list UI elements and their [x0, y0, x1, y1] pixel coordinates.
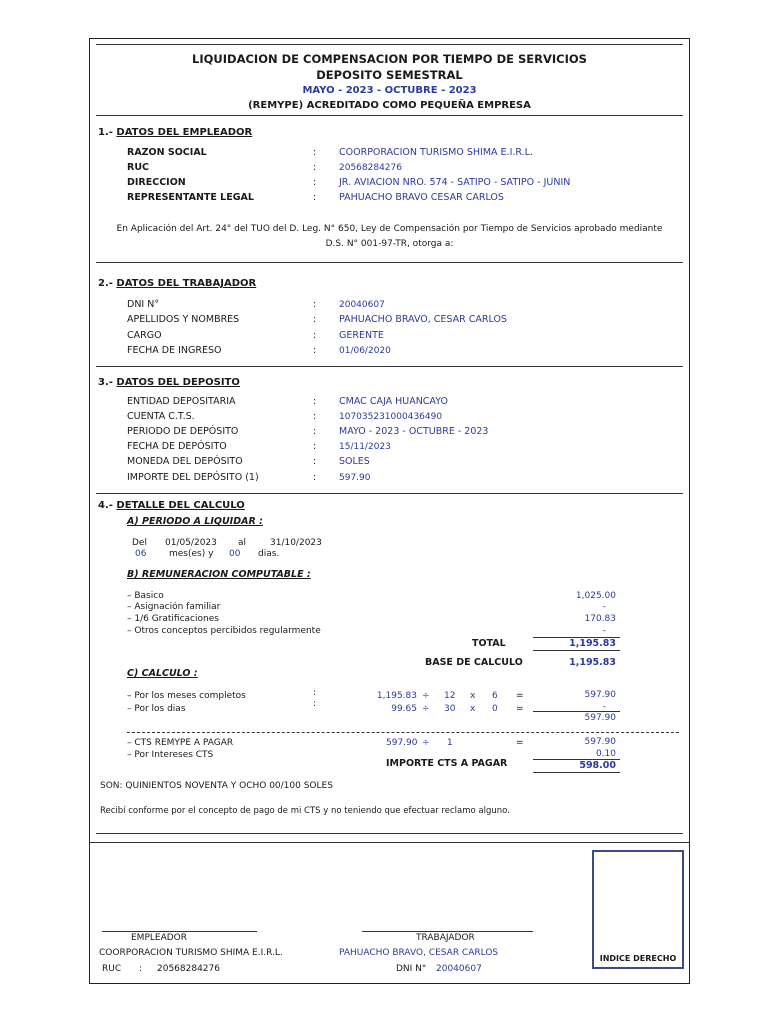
worker-dni-value: 20040607	[436, 964, 482, 974]
receipt-text: Recibí conforme por el concepto de pago de mi CTS y no teniendo que efectuar reclamo alguno.	[100, 806, 510, 816]
calc-row-label: – Por los meses completos	[127, 691, 246, 701]
calc-row-label: – Por los dias	[127, 704, 186, 714]
employer-signature-label: EMPLEADOR	[131, 933, 188, 943]
document-period: MAYO - 2023 - OCTUBRE - 2023	[302, 85, 477, 96]
remuneration-item-value: 170.83	[584, 614, 616, 624]
section-deposit-heading	[98, 377, 240, 389]
field-colon: :	[313, 699, 317, 709]
deposit-field-label: MONEDA DEL DEPÓSITO	[127, 456, 243, 467]
period-date-from: 01/05/2023	[165, 538, 217, 548]
deposit-field-value: SOLES	[339, 456, 370, 467]
cts-label: – CTS REMYPE A PAGAR	[127, 738, 234, 748]
employer-field-label: RUC	[127, 162, 150, 173]
worker-dni-label: DNI N°	[396, 964, 427, 974]
calc-row-mul: x	[470, 691, 476, 701]
interest-value: 0.10	[595, 749, 616, 759]
deposit-field-value: 15/11/2023	[339, 442, 391, 452]
signature-area-rule	[89, 842, 690, 843]
field-colon: :	[313, 396, 317, 407]
calc-row-base: 99.65	[391, 704, 417, 714]
field-colon: :	[313, 688, 317, 698]
total-value: 1,195.83	[569, 638, 616, 649]
employer-field-label: REPRESENTANTE LEGAL	[127, 192, 254, 203]
calc-row-div: ÷	[422, 691, 430, 701]
cts-div: ÷	[422, 738, 430, 748]
period-months-label: mes(es) y	[169, 549, 214, 559]
field-colon: :	[313, 426, 317, 437]
employer-field-value: COORPORACION TURISMO SHIMA E.I.R.L.	[339, 147, 533, 158]
calc-row-divisor: 12	[444, 691, 456, 701]
period-days-label: dias.	[258, 549, 280, 559]
section-number: 3.-	[98, 377, 113, 388]
field-colon: :	[313, 345, 317, 356]
cts-value: 597.90	[584, 737, 616, 747]
cts-base: 597.90	[386, 738, 418, 748]
remuneration-item-label: – 1/6 Gratificaciones	[127, 614, 219, 624]
period-date-to: 31/10/2023	[270, 538, 322, 548]
section-number: 4.-	[98, 500, 113, 511]
document-title: LIQUIDACION DE COMPENSACION POR TIEMPO DE SERVICIOS	[192, 52, 587, 66]
calc-row-factor: 0	[492, 704, 498, 714]
field-colon: :	[313, 411, 317, 422]
field-colon: :	[313, 192, 317, 203]
remuneration-item-value: -	[602, 602, 606, 612]
field-colon: :	[313, 472, 317, 483]
deposit-field-label: IMPORTE DEL DEPÓSITO (1)	[127, 472, 259, 483]
employer-field-label: DIRECCION	[127, 177, 186, 188]
section-number: 2.-	[98, 278, 113, 289]
worker-field-value: 01/06/2020	[339, 346, 391, 356]
period-days: 00	[229, 549, 241, 559]
cts-divisor: 1	[447, 738, 453, 748]
field-colon: :	[313, 330, 317, 341]
calc-row-mul: x	[470, 704, 476, 714]
deposit-field-value: MAYO - 2023 - OCTUBRE - 2023	[339, 426, 489, 437]
calc-row-divisor: 30	[444, 704, 456, 714]
employer-field-label: RAZON SOCIAL	[127, 147, 207, 158]
subsection-period-title: A) PERIODO A LIQUIDAR :	[127, 516, 263, 527]
remuneration-item-label: – Otros conceptos percibidos regularmente	[127, 626, 321, 636]
calc-subtotal: 597.90	[584, 713, 616, 723]
header-top-rule	[96, 44, 683, 45]
remuneration-item-label: – Basico	[127, 591, 164, 601]
employer-field-value: 20568284276	[339, 163, 402, 173]
deposit-field-value: CMAC CAJA HUANCAYO	[339, 396, 448, 407]
section-worker-heading	[98, 278, 256, 290]
employer-ruc-label: RUC	[102, 964, 122, 974]
calc-row-base: 1,195.83	[376, 691, 417, 701]
worker-field-label: FECHA DE INGRESO	[127, 345, 222, 356]
remuneration-item-value: -	[602, 626, 606, 636]
cts-eq: =	[516, 738, 524, 748]
worker-field-value: GERENTE	[339, 330, 384, 341]
son-amount-text: SON: QUINIENTOS NOVENTA Y OCHO 00/100 SOLES	[100, 781, 333, 791]
employer-signature-name: COORPORACION TURISMO SHIMA E.I.R.L.	[99, 948, 283, 958]
field-colon: :	[313, 162, 317, 173]
field-colon: :	[313, 314, 317, 325]
deposit-field-label: FECHA DE DEPÓSITO	[127, 441, 227, 452]
deposit-field-label: CUENTA C.T.S.	[127, 411, 195, 422]
period-months: 06	[135, 549, 147, 559]
worker-field-label: CARGO	[127, 330, 162, 341]
employer-ruc-value: 20568284276	[157, 964, 220, 974]
import-value: 598.00	[579, 760, 616, 771]
header-bottom-rule	[96, 115, 683, 116]
calc-row-result: 597.90	[584, 690, 616, 700]
calc-row-eq: =	[516, 691, 524, 701]
section-rule	[96, 493, 683, 494]
section-calc-heading	[98, 500, 245, 512]
employer-field-value: PAHUACHO BRAVO CESAR CARLOS	[339, 192, 504, 203]
section-rule	[96, 262, 683, 263]
subsection-calc-title: C) CALCULO :	[127, 668, 198, 679]
base-value: 1,195.83	[569, 657, 616, 668]
deposit-field-value: 107035231000436490	[339, 412, 443, 422]
section-rule	[96, 366, 683, 367]
section-title: DATOS DEL EMPLEADOR	[116, 127, 253, 138]
subsection-remuneration-title: B) REMUNERACION COMPUTABLE :	[127, 569, 311, 580]
section-title: DATOS DEL DEPOSITO	[116, 377, 240, 388]
worker-field-value: PAHUACHO BRAVO, CESAR CARLOS	[339, 314, 507, 325]
legal-text-line1: En Aplicación del Art. 24° del TUO del D. Leg. N° 650, Ley de Compensación por Tiempo de Servicios aprobado mediante	[116, 224, 663, 234]
field-colon: :	[313, 299, 317, 310]
employer-field-value: JR. AVIACION NRO. 574 - SATIPO - SATIPO - JUNIN	[339, 177, 571, 188]
remuneration-item-label: – Asignación familiar	[127, 602, 221, 612]
worker-field-value: 20040607	[339, 300, 385, 310]
deposit-field-label: ENTIDAD DEPOSITARIA	[127, 396, 236, 407]
deposit-field-value: 597.90	[339, 473, 371, 483]
section-rule	[96, 833, 683, 834]
legal-text-line2: D.S. N° 001-97-TR, otorga a:	[325, 239, 454, 249]
employer-ruc-colon: :	[139, 964, 143, 974]
import-rule	[533, 772, 620, 773]
remuneration-item-value: 1,025.00	[575, 591, 616, 601]
worker-signature-label: TRABAJADOR	[416, 933, 475, 943]
dashed-separator	[127, 732, 679, 733]
total-label: TOTAL	[472, 638, 506, 649]
worker-field-label: DNI N°	[127, 299, 160, 310]
period-al-label: al	[238, 538, 247, 548]
section-title: DETALLE DEL CALCULO	[116, 500, 245, 511]
calc-row-factor: 6	[492, 691, 498, 701]
calc-row-div: ÷	[422, 704, 430, 714]
document-subtitle: DEPOSITO SEMESTRAL	[316, 68, 463, 82]
calc-row-eq: =	[516, 704, 524, 714]
interest-label: – Por Intereses CTS	[127, 750, 214, 760]
field-colon: :	[313, 177, 317, 188]
calc-row-result: -	[602, 702, 606, 712]
fingerprint-label: INDICE DERECHO	[599, 954, 677, 963]
field-colon: :	[313, 441, 317, 452]
period-del-label: Del	[132, 538, 147, 548]
deposit-field-label: PERIODO DE DEPÓSITO	[127, 426, 239, 437]
section-employer-heading	[98, 127, 252, 139]
worker-signature-name: PAHUACHO BRAVO, CESAR CARLOS	[339, 948, 499, 958]
base-label: BASE DE CALCULO	[425, 657, 523, 668]
field-colon: :	[313, 147, 317, 158]
worker-field-label: APELLIDOS Y NOMBRES	[127, 314, 240, 325]
field-colon: :	[313, 456, 317, 467]
document-regime: (REMYPE) ACREDITADO COMO PEQUEÑA EMPRESA	[248, 100, 531, 111]
fingerprint-box	[592, 850, 684, 969]
total-rule	[533, 650, 620, 651]
section-title: DATOS DEL TRABAJADOR	[116, 278, 257, 289]
import-label: IMPORTE CTS A PAGAR	[386, 758, 508, 769]
section-number: 1.-	[98, 127, 113, 138]
